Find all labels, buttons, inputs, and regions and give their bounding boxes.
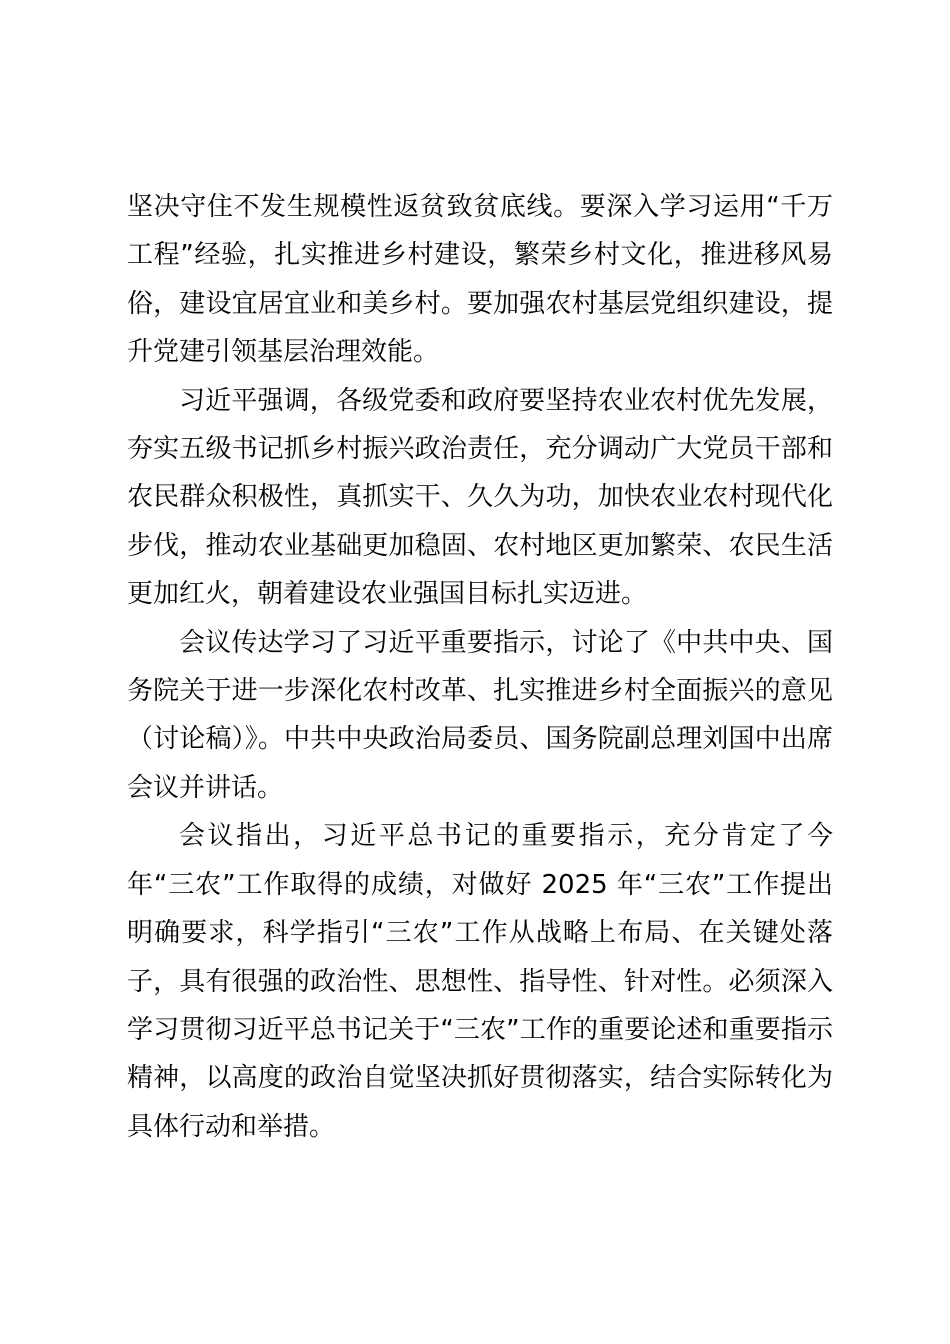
- paragraph: 习近平强调，各级党委和政府要坚持农业农村优先发展，夯实五级书记抓乡村振兴政治责任，充分调动广大党员干部和农民群众积极性，真抓实干、久久为功，加快农业农村现代化步伐，推动农业基础更加稳固、农村地区更加繁荣、农民生活更加红火，朝着建设农业强国目标扎实迈进。: [127, 385, 833, 610]
- paragraph-continuation: 坚决守住不发生规模性返贫致贫底线。要深入学习运用“千万工程”经验，扎实推进乡村建设，繁荣乡村文化，推进移风易俗，建设宜居宜业和美乡村。要加强农村基层党组织建设，提升党建引领基层治理效能。: [127, 192, 833, 368]
- paragraph: 会议传达学习了习近平重要指示，讨论了《中共中央、国务院关于进一步深化农村改革、扎实推进乡村全面振兴的意见（讨论稿）》。中共中央政治局委员、国务院副总理刘国中出席会议并讲话。: [127, 627, 833, 803]
- paragraph: 会议指出，习近平总书记的重要指示，充分肯定了今年“三农”工作取得的成绩，对做好 2025 年“三农”工作提出明确要求，科学指引“三农”工作从战略上布局、在关键处落子，具有很强的政治性、思想性、指导性、针对性。必须深入学习贯彻习近平总书记关于“三农”工作的重要论述和重要指示精神，以高度的政治自觉坚决抓好贯彻落实，结合实际转化为具体行动和举措。: [127, 821, 833, 1142]
- document-body: [127, 183, 833, 1151]
